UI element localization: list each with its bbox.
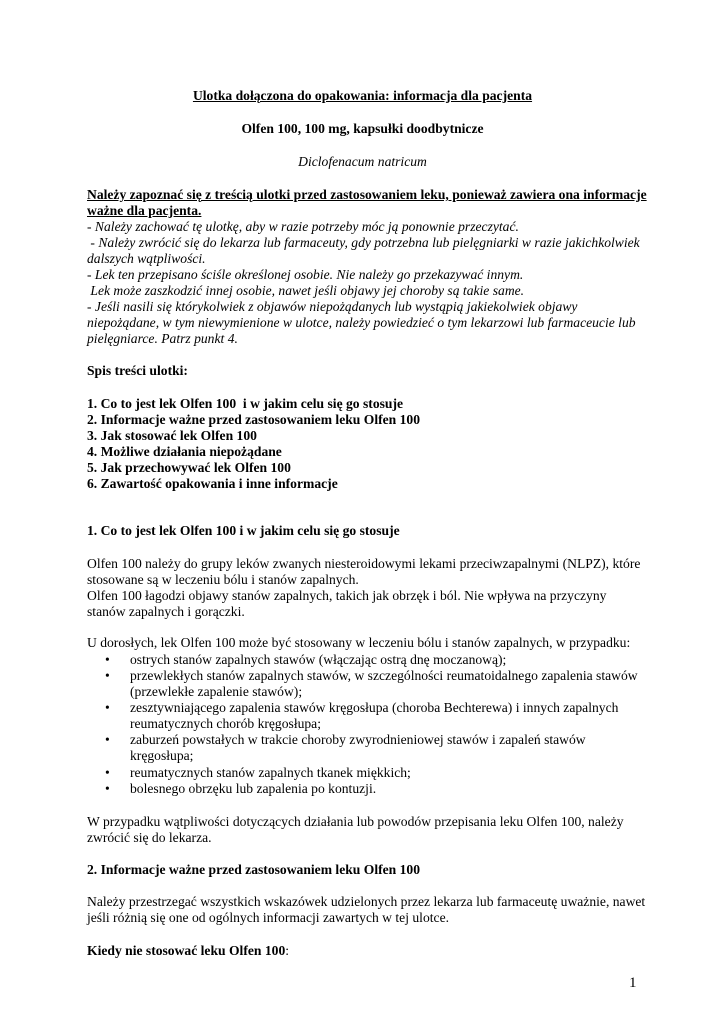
section-2-heading: 2. Informacje ważne przed zastosowaniem leku Olfen 100	[87, 862, 421, 877]
section-1-paragraph-line: stanów zapalnych i gorączki.	[87, 604, 245, 619]
section-1-heading: 1. Co to jest lek Olfen 100 i w jakim celu się go stosuje	[87, 523, 400, 538]
warning-line: - Należy zwrócić się do lekarza lub farmaceuty, gdy potrzebna lub pielęgniarki w razie jakichkolwiek	[87, 235, 640, 250]
toc-item-2: 2. Informacje ważne przed zastosowaniem leku Olfen 100	[87, 412, 421, 427]
leaflet-title: Ulotka dołączona do opakowania: informacja dla pacjenta	[192, 88, 533, 103]
toc-item-3: 3. Jak stosować lek Olfen 100	[87, 428, 257, 443]
toc-item-1: 1. Co to jest lek Olfen 100 i w jakim celu się go stosuje	[87, 396, 404, 411]
warning-line: dalszych wątpliwości.	[87, 251, 206, 266]
contraindications-subheading-text: Kiedy nie stosować leku Olfen 100	[87, 943, 286, 958]
bullet-icon: •	[105, 668, 110, 683]
toc-item-6: 6. Zawartość opakowania i inne informacje	[87, 476, 338, 491]
section-1-closing-line: zwrócić się do lekarza.	[87, 830, 212, 845]
contraindications-subheading-colon: :	[285, 943, 290, 958]
warning-heading-line-2: ważne dla pacjenta.	[87, 203, 202, 218]
section-1-closing-line: W przypadku wątpliwości dotyczących działania lub powodów przepisania leku Olfen 100, należy	[87, 814, 624, 829]
contraindications-subheading	[87, 942, 289, 959]
bullet-icon: •	[105, 700, 110, 715]
warning-line: pielęgniarce. Patrz punkt 4.	[87, 331, 238, 346]
indication-item-continuation: kręgosłupa;	[130, 748, 194, 763]
indication-item-continuation: (przewlekłe zapalenie stawów);	[130, 684, 303, 699]
indication-item: bolesnego obrzęku lub zapalenia po kontuzji.	[130, 781, 377, 796]
warning-heading-line-1: Należy zapoznać się z treścią ulotki przed zastosowaniem leku, ponieważ zawiera ona informacje	[87, 187, 647, 202]
toc-item-5: 5. Jak przechowywać lek Olfen 100	[87, 460, 291, 475]
indication-item: zaburzeń powstałych w trakcie choroby zwyrodnieniowej stawów i zapaleń stawów	[130, 732, 586, 747]
bullet-icon: •	[105, 781, 110, 796]
bullet-icon: •	[105, 765, 110, 780]
section-1-indications-intro: U dorosłych, lek Olfen 100 może być stosowany w leczeniu bólu i stanów zapalnych, w przypadku:	[87, 635, 631, 650]
indication-item-continuation: reumatycznych chorób kręgosłupa;	[130, 716, 321, 731]
page-number: 1	[629, 975, 637, 991]
active-substance: Diclofenacum natricum	[298, 154, 427, 169]
section-1-paragraph-line: Olfen 100 łagodzi objawy stanów zapalnych, takich jak obrzęk i ból. Nie wpływa na przyczyny	[87, 588, 607, 603]
toc-item-4: 4. Możliwe działania niepożądane	[87, 444, 282, 459]
indication-item: zesztywniającego zapalenia stawów kręgosłupa (choroba Bechterewa) i innych zapalnych	[130, 700, 619, 715]
section-1-paragraph-line: Olfen 100 należy do grupy leków zwanych niesteroidowymi lekami przeciwzapalnymi (NLPZ), które	[87, 556, 641, 571]
section-2-paragraph-line: Należy przestrzegać wszystkich wskazówek udzielonych przez lekarza lub farmaceutę uważnie, nawet	[87, 894, 646, 909]
warning-line: Lek może zaszkodzić innej osobie, nawet jeśli objawy jej choroby są takie same.	[87, 283, 525, 298]
section-1-paragraph-line: stosowane są w leczeniu bólu i stanów zapalnych.	[87, 572, 359, 587]
bullet-icon: •	[105, 732, 110, 747]
section-2-paragraph-line: jeśli różnią się one od ogólnych informacji zawartych w tej ulotce.	[87, 910, 449, 925]
warning-line: - Jeśli nasili się którykolwiek z objawów niepożądanych lub wystąpią jakiekolwiek objawy	[87, 299, 578, 314]
indication-item: przewlekłych stanów zapalnych stawów, w szczególności reumatoidalnego zapalenia stawów	[130, 668, 638, 683]
warning-line: - Lek ten przepisano ściśle określonej osobie. Nie należy go przekazywać innym.	[87, 267, 524, 282]
bullet-icon: •	[105, 652, 110, 667]
indication-item: ostrych stanów zapalnych stawów (włączając ostrą dnę moczanową);	[130, 652, 507, 667]
product-name: Olfen 100, 100 mg, kapsułki doodbytnicze	[241, 121, 484, 136]
warning-line: - Należy zachować tę ulotkę, aby w razie potrzeby móc ją ponownie przeczytać.	[87, 219, 519, 234]
toc-heading: Spis treści ulotki:	[87, 363, 188, 378]
warning-line: niepożądane, w tym niewymienione w ulotce, należy powiedzieć o tym lekarzowi lub farmaceucie lub	[87, 315, 636, 330]
indication-item: reumatycznych stanów zapalnych tkanek miękkich;	[130, 765, 411, 780]
